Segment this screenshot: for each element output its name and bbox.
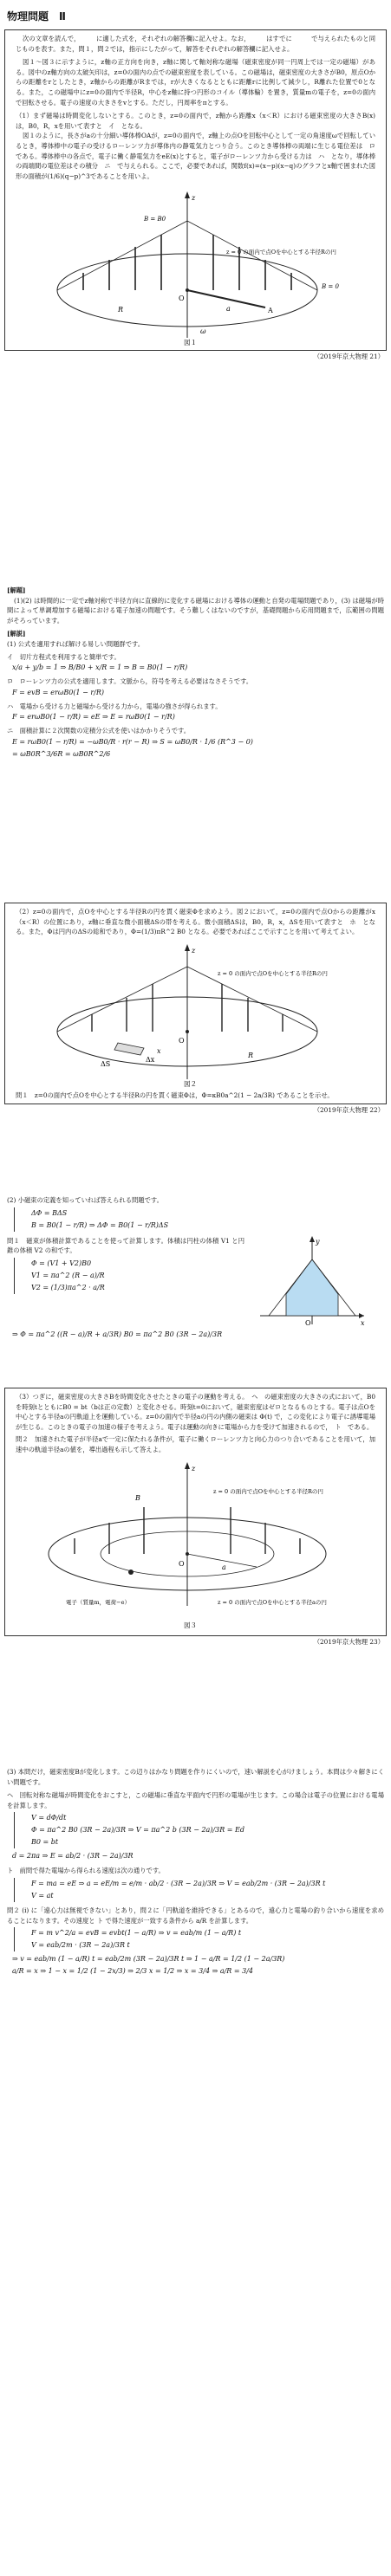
- sol-ha-eq: F = erωB0(1 − r/R) = eE ⇒ E = rωB0(1 − r/R): [12, 713, 175, 722]
- fig3-caption: 図３: [183, 1621, 197, 1629]
- fig1-O-label: O: [178, 294, 185, 303]
- source-2: （2019年京大物理 22）: [313, 1106, 384, 1115]
- sol-i-eq: x/a + y/b = 1 ⇒ B/B0 + x/R = 1 ⇒ B = B0(1 − r/R): [12, 663, 188, 672]
- problem-1-text: 図１〜図３に示すように，z軸の正方向を向き，z軸に関して軸対称な磁場（磁束密度が同一円周上では一定の磁場）がある。図中のz軸方向の太破矢印は，z=0の面内の点での磁束密度を表している。この磁場は，磁束密度の大きさがB0，原点Oからの距離をrとしたとき，z軸からの距離がRまでは，rが大きくなるとともに距離rに比例して減少し，R離れた位置で0となる。また，この磁場中にz=0の面内で半径R，中心をz軸に持つ円形のコイル（導体輪）を置き，質量mの電子を，z=0の面内で回転させる。電子の速度の大きさをvとする。ただし，円周率をπとする。: [16, 58, 375, 107]
- sol-ro-head: ロ ローレンツ力の公式を適用します。文脈から，符号を考える必要はなさそうです。: [7, 677, 253, 686]
- problem-3-q2: 問２ 加速された電子が半径aで一定に保たれる条件が，電子に働くローレンツ力と向心力のつり合いであることを用いて，加速中の軌道半径aの値を，導出過程も示して答えよ。: [16, 1435, 375, 1453]
- fig3-z-label: z: [191, 1464, 195, 1472]
- sol-to-head: ト 前問で得た電場から得られる速度は次の通りです。: [7, 1867, 165, 1875]
- fig1-a-label: a: [225, 305, 231, 314]
- sol-q1-head: 問１ 磁束が体積計算であることを使って計算します。体積は円柱の体積 V1 と円錐の体積 V2 の和です。: [7, 1236, 244, 1255]
- solution-2-head: (2) 小磁束の定義を知っていれば答えられる問題です。: [7, 1196, 163, 1204]
- fig2-dx-label: Δx: [145, 1055, 154, 1064]
- solution-3-head: (3) 本問だけ，磁束密度Bが変化します。この辺りはかなり問題を作りにくいので，速い解説を心がけましょう。本問は少々解きにくい問題です。: [7, 1768, 384, 1786]
- sol-ho-eq1: ΔΦ = BΔS: [31, 1208, 68, 1217]
- fig1-B-label: B = B0: [143, 216, 166, 223]
- fig2-z-label: z: [191, 946, 195, 955]
- problem-2-q1: 問１ z=0の面内で点Oを中心とする半径Rの円を貫く磁束Φは，Φ=κB0a^2(1 − 2a/3R) であることを示せ。: [16, 1091, 334, 1099]
- sol-he-eq1: V = dΦ/dt: [31, 1814, 67, 1822]
- sol-q2-eq3: ⇒ v = eab/m (1 − a/R) t = eab/2m (3R − 2a)/3R t ⇒ 1 − a/R = 1/2 (1 − 2a/3R): [12, 1955, 285, 1964]
- fig2-x-label: x: [156, 1046, 161, 1055]
- fig1-caption: 図１: [183, 339, 197, 347]
- sol-to-eq2: V = at: [31, 1891, 54, 1900]
- fig2-O-label: O: [178, 1036, 185, 1045]
- sol-ni-eq1: E = rωB0(1 − r/R) = −ωB0/R · r(r − R) ⇒ S = ωB0/R · 1/6 (R^3 − 0): [12, 737, 253, 746]
- sol-ni-eq2: = ωB0R^3/6R = ωB0R^2/6: [12, 749, 111, 758]
- page-title: 物理問題 Ⅱ: [7, 10, 66, 23]
- fig1-R-label: R: [117, 306, 123, 314]
- fig2-caption: 図２: [183, 1079, 197, 1088]
- fig1-z-label: z: [191, 194, 195, 203]
- fig1-omega-label: ω: [199, 327, 206, 336]
- fig1-note: z = 0 の面内で点Oを中心とする半径Rの円: [225, 249, 336, 256]
- fig3-electron-label: 電子（質量m，電荷−e）: [65, 1598, 130, 1606]
- fig3-a-label: a: [221, 1563, 226, 1571]
- fig1-B0-label: B = 0: [321, 283, 339, 291]
- sol-ro-eq: F = evB = erωB0(1 − r/R): [12, 688, 104, 696]
- figure-3: [14, 1459, 378, 1632]
- problem-box-1: [4, 29, 387, 351]
- fig2-dS-label: ΔS: [100, 1059, 110, 1068]
- fig1-A-label: A: [267, 307, 273, 315]
- volume-graph: [251, 1233, 373, 1329]
- sol-q1-eq4: ⇒ Φ = πa^2 ((R − a)/R + a/3R) B0 = πa^2 B0 (3R − 2a)/3R: [12, 1330, 223, 1338]
- intro-text: 次の文章を読んで， に適した式を，それぞれの解答欄に記入せよ。なお， はすでに で与えられたものと同じものを表す。また，問１，問２では，指示にしたがって，解答をそれぞれの解答欄に記入せよ。: [16, 35, 375, 53]
- sol-he-eq2: Φ = πa^2 B0 (3R − 2a)/3R ⇒ V = πa^2 b (3R − 2a)/3R = Ed: [31, 1826, 244, 1835]
- sol-he-head: ヘ 回転対称な磁場が時間変化をおこすと，この磁場に垂直な平面内で円形の電場が生じます。この場合は電子の位置における電場を計算します。: [7, 1791, 384, 1809]
- problem-box-3: [4, 1388, 387, 1636]
- problem-1-q1: （1）まず磁場は時間変化しないとする。このとき，z=0の面内で，z軸から距離x（x＜R）における磁束密度の大きさB(x)は，B0，R，xを用いて表すと イ となる。: [16, 112, 375, 130]
- sol-ni-head: ニ 面積計算に２次関数の定積分公式を使いはかかりそうです。: [7, 727, 191, 735]
- sol-q2-eq1: F = m v^2/a = evB = evbt(1 − a/R) ⇒ v = eab/m (1 − a/R) t: [31, 1929, 242, 1938]
- fig2-R-label: R: [247, 1051, 253, 1059]
- sol-he-eq4: d = 2πa ⇒ E = ab/2 · (3R − 2a)/3R: [12, 1852, 134, 1861]
- sol-q2-eq4: a/R = x ⇒ 1 − x = 1/2 (1 − 2x/3) ⇒ 2/3 x = 1/2 ⇒ x = 3/4 ⇒ a/R = 3/4: [12, 1967, 253, 1976]
- problem-3-text: （3）つぎに，磁束密度の大きさBを時間変化させたときの電子の運動を考える。 ヘ の磁束密度の大きさの式において，B0を時刻tとともにB0 = bt（bは正の定数）と変化させる。時刻t=0において，磁束密度はゼロとなるものとする。電子は点Oを中心とする半径aの円軌道上を運動している。z=0の面内で半径aの円の内側の磁束は Φ(t) で，この変化により電子に誘導電場が生じる。このときの電子の加速の様子を考えよう。電子は運動の向きに電場から力を受けて加速されるので， ト である。: [16, 1393, 375, 1431]
- sol-to-eq1: F = ma = eE ⇒ a = eE/m = e/m · ab/2 · (3R − 2a)/3R ⇒ V = eab/2m · (3R − 2a)/3R t: [31, 1879, 326, 1887]
- sol-ha-head: ハ 電場から受ける力と磁場から受ける力から，電場の強さが得られます。: [7, 702, 222, 710]
- solution-1-head: (1) 公式を適用すれば解ける易しい問題群です。: [7, 639, 145, 648]
- fig3-O-label: O: [178, 1559, 185, 1568]
- source-3: （2019年京大物理 23）: [313, 1637, 384, 1646]
- sol-q1-eq3: V2 = (1/3)πa^2 · a/R: [31, 1283, 105, 1291]
- fig3-B-label: B: [134, 1493, 140, 1502]
- figure-1: [14, 186, 378, 346]
- figure-2: [14, 941, 378, 1088]
- sol-i-head: イ 切片方程式を利用すると簡単です。: [7, 652, 121, 661]
- graph-x-label: x: [361, 1318, 365, 1327]
- sol-ho-eq2: B = B0(1 − r/R) ⇒ ΔΦ = B0(1 − r/R)ΔS: [31, 1220, 169, 1229]
- kaisetsu-text: (1)(2) は時間的に一定でz軸対称で半径方向に直線的に変化する磁場における導体の運動と自発の電場問題であり，(3) は磁場が時間によって単調増加する磁場における電子加速の問題です。そう難しくはないのですが，基礎問題から応用問題まで，広範囲の問題がそろっています。: [7, 596, 384, 625]
- sol-he-eq3: B0 = bt: [31, 1838, 59, 1847]
- sol-q2-head: 問２ (i) に「遠心力は無視できない」とあり，問２に「円軌道を維持できる」とあるので，遠心力と電場の釣り合いから速度を求めることになります。その速度と ト で得た速度が一致する条件から a/R を計算します。: [7, 1906, 384, 1925]
- fig2-note: z = 0 の面内で点Oを中心とする半径Rの円: [217, 969, 328, 977]
- kaisetsu-sub: [解説]: [7, 630, 26, 638]
- problem-1-q1b: 図１のように，長さがaの十分細い導体棒OAが，z=0の面内で，z軸上の点Oを回転中心として一定の角速度ωで回転しているとき，導体棒中の電子の受けるローレンツ力が導体内の静電気力とつり合う。このとき導体棒の両端に生じる電位差は ロ である。導体棒中の各点で，電子に働く静電気力をeE(x)とすると，電子がローレンツ力から受ける力は ハ となり，導体棒の両端間の電位差はその積分 ニ で与えられる。ここで，必要であれば，関数f(x)=(x−p)(x−q)のグラフとx軸で囲まれた図形の面積が(1/6)(q−p)^3であることを用いよ。: [16, 132, 382, 180]
- problem-2-text: （2）z=0の面内で，点Oを中心とする半径Rの円を貫く磁束Φを求めよう。図２において，z=0の面内で点Oからの距離がx（x＜R）の位置にあり，z軸に垂直な微小面積ΔSの帯を考える。微小面積ΔSは，B0，R，x，ΔSを用いて表すと ホ となる。また，Φは円内のΔSの総和であり，Φ=(1/3)πR^2 B0 となる。必要であればここで示すことを用いて考えてよい。: [16, 908, 375, 936]
- fig3-note1: z = 0 の面内で点Oを中心とする半径Rの円: [212, 1487, 323, 1495]
- problem-box-2: [4, 903, 387, 1104]
- kaisetsu-title: [解題]: [7, 586, 26, 594]
- sol-q1-eq2: V1 = πa^2 (R − a)/R: [31, 1271, 105, 1279]
- source-1: （2019年京大物理 21）: [313, 353, 384, 361]
- sol-q2-eq2: V = eab/2m · (3R − 2a)/3R t: [31, 1941, 130, 1950]
- graph-O-label: O: [305, 1318, 311, 1327]
- fig3-note2: z = 0 の面内で点Oを中心とする半径aの円: [217, 1598, 327, 1606]
- sol-q1-eq1: Φ = (V1 + V2)B0: [31, 1259, 92, 1267]
- graph-y-label: y: [316, 1237, 320, 1246]
